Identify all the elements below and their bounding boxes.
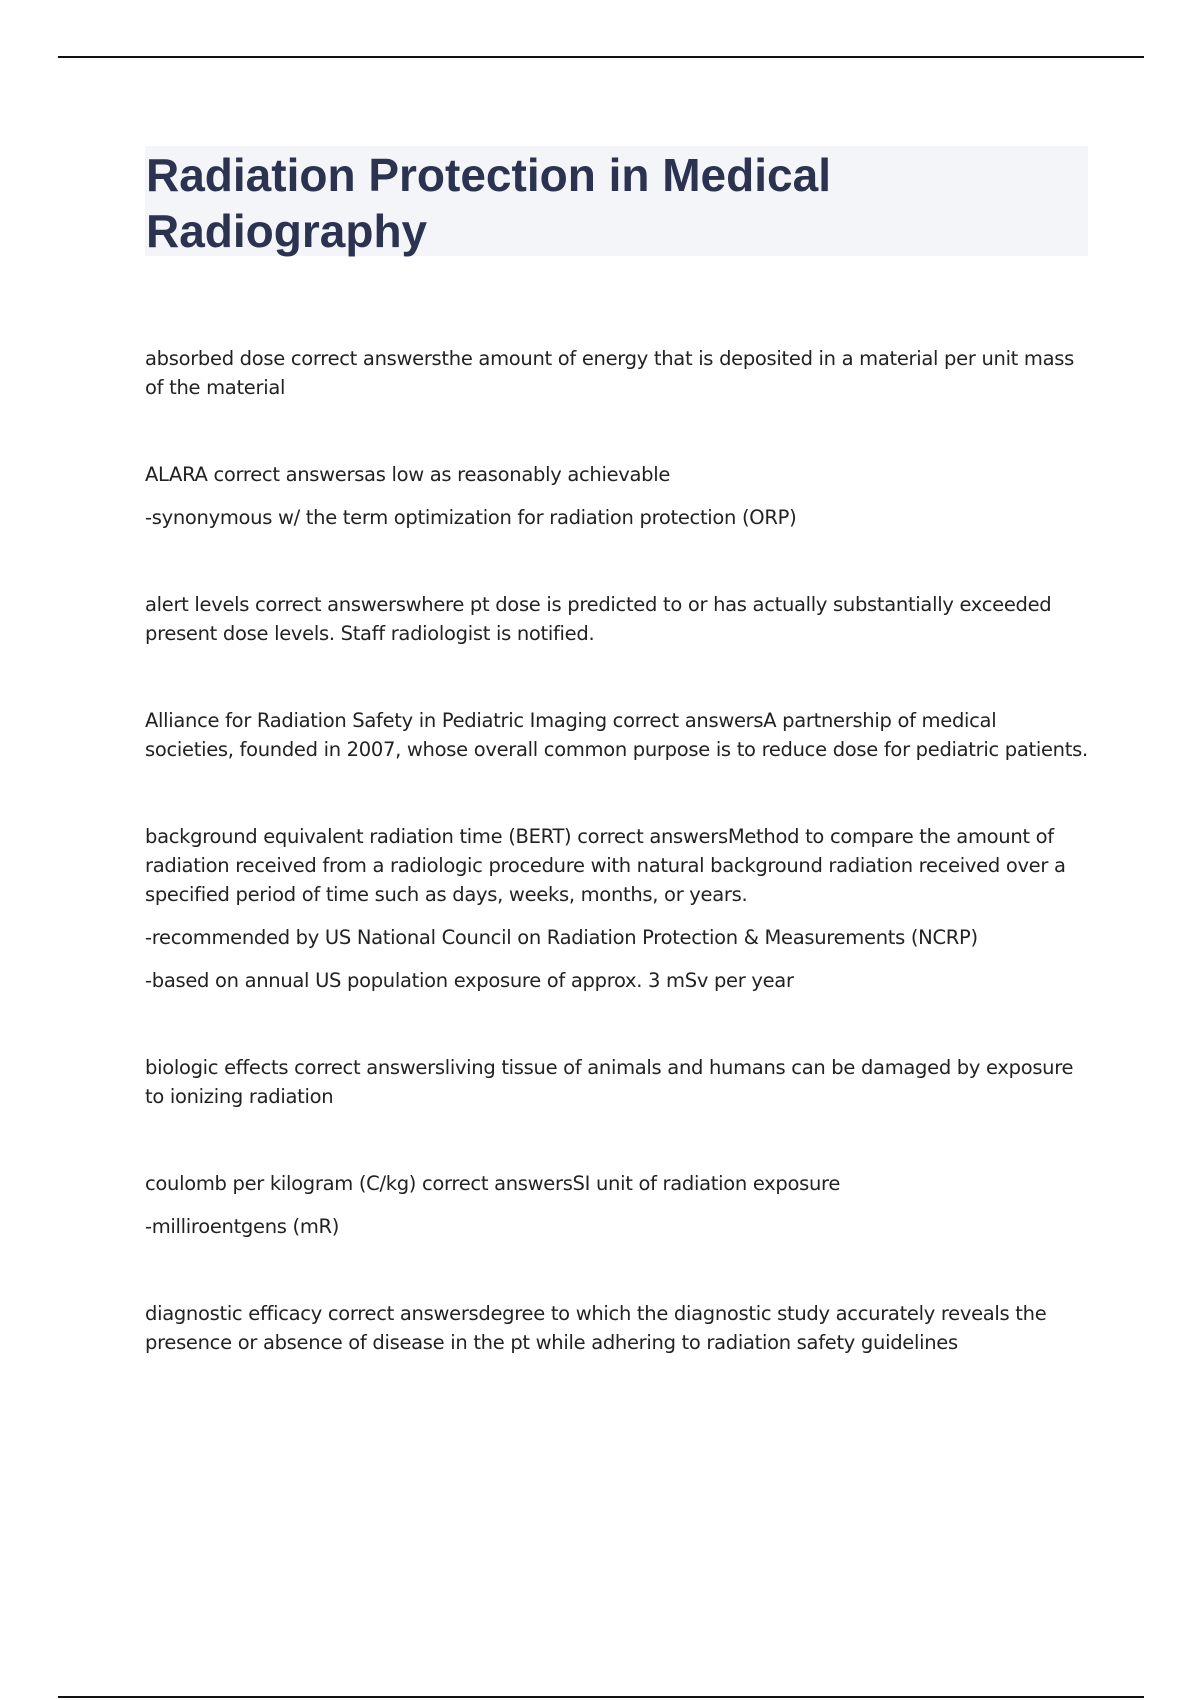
flashcard-entry-alert-levels (145, 590, 1090, 648)
entry-text: diagnostic efficacy correct answersdegree to which the diagnostic study accurately reveals the presence or absence of disease in the pt while adhering to radiation safety guidelines (145, 1302, 1047, 1354)
flashcard-entry-coulomb-per-kilogram (145, 1169, 1090, 1241)
flashcard-list (145, 344, 1090, 1415)
entry-note: -milliroentgens (mR) (145, 1215, 340, 1238)
entry-text: biologic effects correct answersliving tissue of animals and humans can be damaged by exposure to ionizing radiation (145, 1056, 1074, 1108)
entry-text: Alliance for Radiation Safety in Pediatric Imaging correct answersA partnership of medical societies, founded in 2007, whose overall common purpose is to reduce dose for pediatric patients. (145, 709, 1088, 761)
flashcard-entry-diagnostic-efficacy (145, 1299, 1090, 1357)
entry-text: coulomb per kilogram (C/kg) correct answersSI unit of radiation exposure (145, 1172, 841, 1195)
entry-text: alert levels correct answerswhere pt dose is predicted to or has actually substantially exceeded present dose levels. Staff radiologist is notified. (145, 593, 1052, 645)
page-title: Radiation Protection in Medical Radiography (146, 149, 831, 257)
flashcard-entry-alliance (145, 706, 1090, 764)
bottom-divider (58, 1696, 1144, 1698)
flashcard-entry-absorbed-dose (145, 344, 1090, 402)
entry-note: -based on annual US population exposure of approx. 3 mSv per year (145, 969, 794, 992)
flashcard-entry-bert (145, 822, 1090, 995)
flashcard-entry-alara (145, 460, 1090, 532)
entry-note: -recommended by US National Council on Radiation Protection & Measurements (NCRP) (145, 926, 978, 949)
entry-text: absorbed dose correct answersthe amount of energy that is deposited in a material per unit mass of the material (145, 347, 1074, 399)
flashcard-entry-biologic-effects (145, 1053, 1090, 1111)
entry-text: background equivalent radiation time (BERT) correct answersMethod to compare the amount of radiation received from a radiologic procedure with natural background radiation received over a specified period of time such as days, weeks, months, or years. (145, 825, 1066, 906)
entry-note: -synonymous w/ the term optimization for radiation protection (ORP) (145, 506, 797, 529)
top-divider (58, 56, 1144, 58)
entry-text: ALARA correct answersas low as reasonably achievable (145, 463, 671, 486)
